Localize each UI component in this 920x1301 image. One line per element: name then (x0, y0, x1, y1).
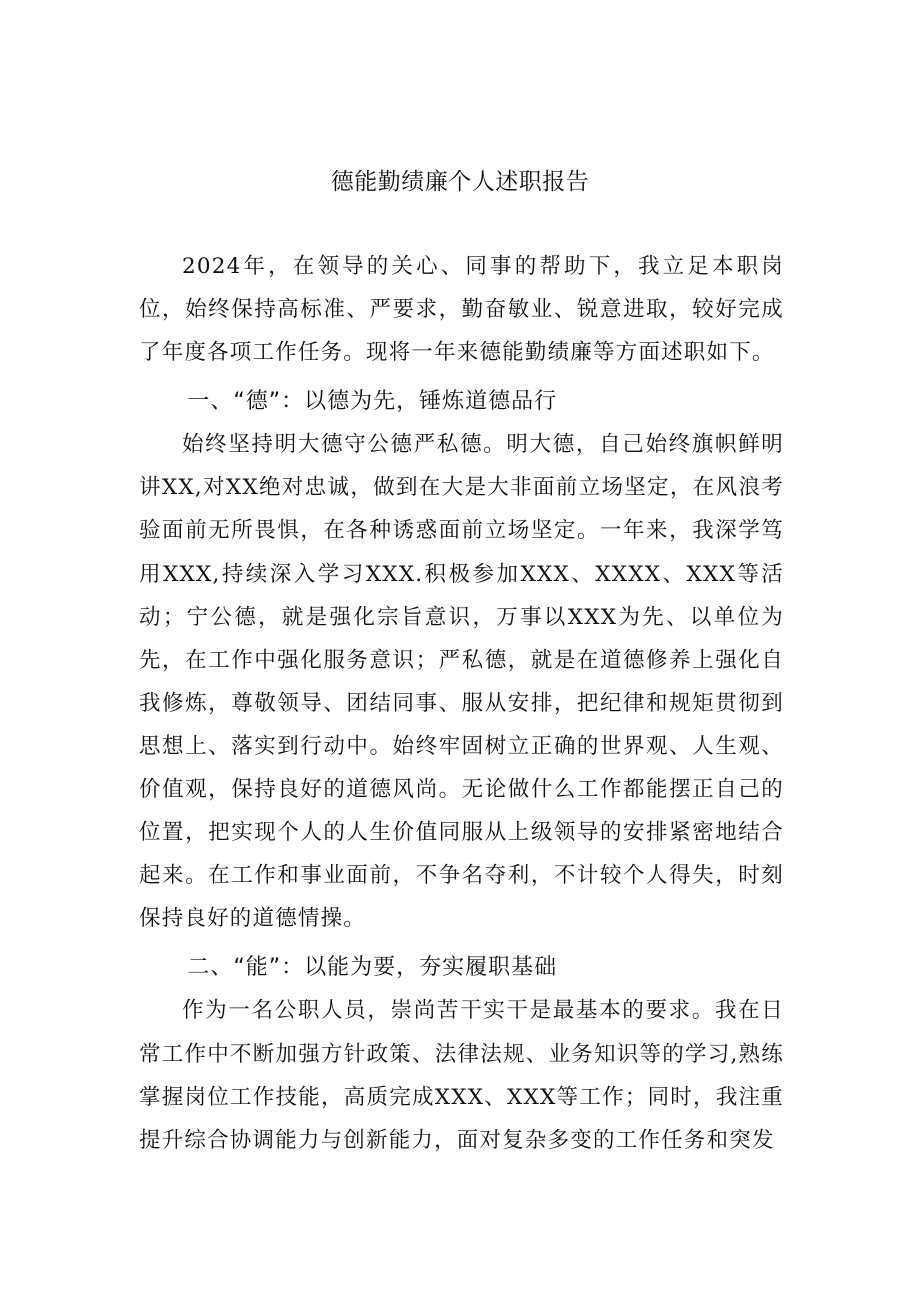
document-body (139, 245, 784, 1162)
section-heading-neng: 二、“能”：以能为要，夯实履职基础 (187, 955, 558, 981)
intro-paragraph: 2024年，在领导的关心、同事的帮助下，我立足本职岗位，始终保持高标准、严要求，勤奋敏业、锐意进取，较好完成了年度各项工作任务。现将一年来德能勤绩廉等方面述职如下。 (139, 254, 784, 366)
section-paragraph-de: 始终坚持明大德守公德严私德。明大德，自己始终旗帜鲜明讲XX,对XX绝对忠诚，做到在大是大非面前立场坚定，在风浪考验面前无所畏惧，在各种诱惑面前立场坚定。一年来，我深学笃用XXX,持续深入学习XXX.积极参加XXX、XXXX、XXX等活动；宁公德，就是强化宗旨意识，万事以XXX为先、以单位为先，在工作中强化服务意识；严私德，就是在道德修养上强化自我修炼，尊敬领导、团结同事、服从安排，把纪律和规矩贯彻到思想上、落实到行动中。始终牢固树立正确的世界观、人生观、价值观，保持良好的道德风尚。无论做什么工作都能摆正自己的位置，把实现个人的人生价值同服从上级领导的安排紧密地结合起来。在工作和事业面前，不争名夺利，不计较个人得失，时刻保持良好的道德情操。 (139, 432, 784, 932)
section-paragraph-neng: 作为一名公职人员，崇尚苦干实干是最基本的要求。我在日常工作中不断加强方针政策、法律法规、业务知识等的学习,熟练掌握岗位工作技能，高质完成XXX、XXX等工作；同时，我注重提升综合协调能力与创新能力，面对复杂多变的工作任务和突发 (139, 998, 784, 1153)
section-heading-de: 一、“德”：以德为先，锤炼道德品行 (187, 389, 558, 415)
document-title: 德能勤绩廉个人述职报告 (330, 169, 590, 195)
